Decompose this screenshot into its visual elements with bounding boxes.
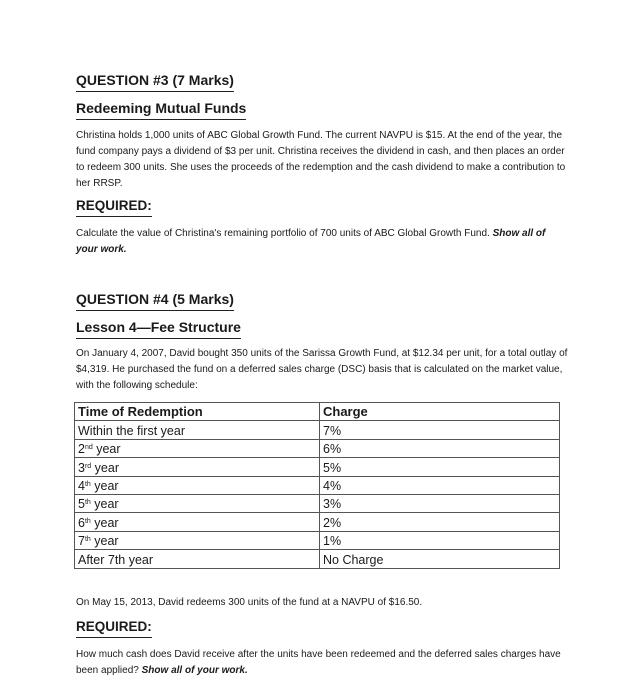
time-label: year xyxy=(90,478,119,493)
question-3-subtitle: Redeeming Mutual Funds xyxy=(76,100,246,120)
question-4-title: QUESTION #4 (5 Marks) xyxy=(76,291,234,311)
ordinal-suffix: nd xyxy=(84,444,93,452)
cell-time-of-redemption xyxy=(75,439,320,457)
question-4-task-text: How much cash does David receive after the units have been redeemed and the deferred sales charges have been applied? xyxy=(76,649,561,676)
question-3-task xyxy=(76,226,568,258)
cell-time-of-redemption xyxy=(75,458,320,476)
ordinal-number: 5 xyxy=(78,497,85,512)
cell-charge: 1% xyxy=(320,531,560,549)
table-header-row xyxy=(75,403,560,421)
cell-charge: 5% xyxy=(320,458,560,476)
cell-time-of-redemption xyxy=(75,476,320,494)
cell-charge: 3% xyxy=(320,494,560,512)
question-4-task-emphasis: Show all of your work. xyxy=(141,665,248,676)
ordinal-suffix: th xyxy=(84,480,91,488)
question-3-task-text: Calculate the value of Christina's remaining portfolio of 700 units of ABC Global Growth Fund. xyxy=(76,228,490,239)
dsc-schedule-table xyxy=(74,402,560,569)
column-header-charge: Charge xyxy=(320,403,560,421)
question-4-task xyxy=(76,647,568,679)
cell-time-of-redemption xyxy=(75,531,320,549)
ordinal-number: 4 xyxy=(78,478,85,493)
question-4-redeem-text: On May 15, 2013, David redeems 300 units of the fund at a NAVPU of $16.50. xyxy=(76,597,423,608)
ordinal-number: 3 xyxy=(78,460,85,475)
table-row xyxy=(75,421,560,439)
question-4-body: On January 4, 2007, David bought 350 units of the Sarissa Growth Fund, at $12.34 per unit, for a total outlay of $4,319. He purchased the fund on a deferred sales charge (DSC) basis that is calculated on the market value, with the following schedule: xyxy=(76,348,568,391)
cell-time-of-redemption xyxy=(75,513,320,531)
time-label: year xyxy=(90,534,119,549)
cell-charge: No Charge xyxy=(320,550,560,568)
ordinal-number: 6 xyxy=(78,515,85,530)
ordinal-suffix: th xyxy=(84,536,91,544)
question-3-title: QUESTION #3 (7 Marks) xyxy=(76,72,234,92)
table-row xyxy=(75,550,560,568)
time-label: year xyxy=(90,497,119,512)
question-3-body: Christina holds 1,000 units of ABC Global Growth Fund. The current NAVPU is $15. At the end of the year, the fund company pays a dividend of $3 per unit. Christina receives the dividend in cash, and then places an order to redeem 300 units. She uses the proceeds of the redemption and the cash dividend to make a contribution to her RRSP. xyxy=(76,130,566,189)
question-3-required-label: REQUIRED: xyxy=(76,198,152,217)
time-label: Within the first year xyxy=(78,423,185,438)
cell-charge: 2% xyxy=(320,513,560,531)
ordinal-suffix: rd xyxy=(84,462,92,470)
cell-charge: 6% xyxy=(320,439,560,457)
time-label: year xyxy=(91,460,119,475)
question-3-task-emphasis: Show all of your work. xyxy=(76,228,546,255)
question-4-required-label: REQUIRED: xyxy=(76,619,152,638)
table-row xyxy=(75,531,560,549)
table-row xyxy=(75,439,560,457)
table-row xyxy=(75,513,560,531)
ordinal-suffix: th xyxy=(84,517,91,525)
cell-charge: 4% xyxy=(320,476,560,494)
time-label: year xyxy=(90,515,119,530)
ordinal-number: 7 xyxy=(78,534,85,549)
table-row xyxy=(75,476,560,494)
ordinal-suffix: th xyxy=(84,499,91,507)
cell-time-of-redemption xyxy=(75,421,320,439)
cell-time-of-redemption xyxy=(75,494,320,512)
cell-time-of-redemption xyxy=(75,550,320,568)
column-header-time: Time of Redemption xyxy=(75,403,320,421)
question-4-subtitle: Lesson 4—Fee Structure xyxy=(76,319,241,339)
table-row xyxy=(75,458,560,476)
ordinal-number: 2 xyxy=(78,442,85,457)
table-row xyxy=(75,494,560,512)
time-label: After 7th year xyxy=(78,552,154,567)
cell-charge: 7% xyxy=(320,421,560,439)
time-label: year xyxy=(92,442,121,457)
